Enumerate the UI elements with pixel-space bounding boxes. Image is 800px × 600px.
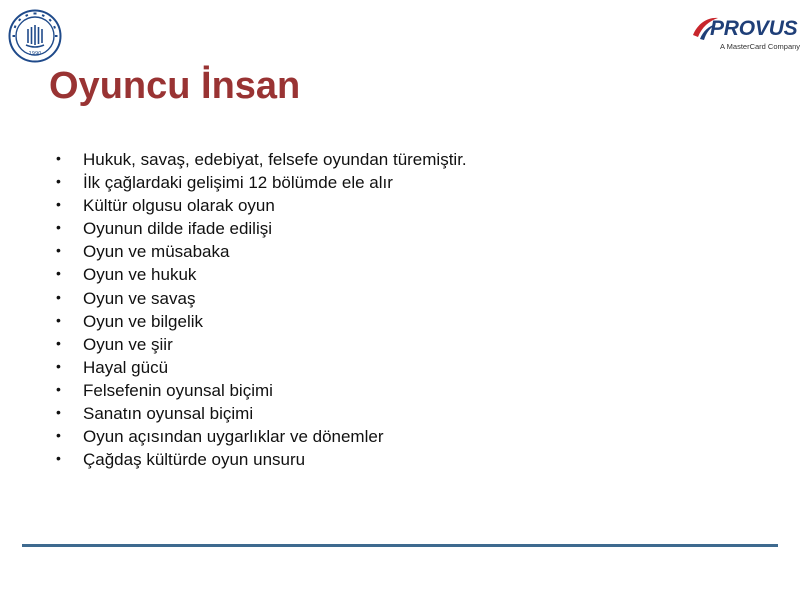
bullet-dot-icon: •: [56, 265, 61, 282]
provus-tagline: A MasterCard Company: [720, 42, 800, 51]
bullet-text: Hayal gücü: [83, 357, 169, 377]
bullet-text: Oyun ve şiir: [83, 334, 173, 354]
bullet-text: Sanatın oyunsal biçimi: [83, 404, 254, 424]
bullet-item: [54, 194, 467, 217]
svg-text:1990: 1990: [28, 51, 42, 57]
provus-wordmark: PROVUS: [710, 17, 798, 40]
bullet-dot-icon: •: [56, 334, 61, 351]
bullet-dot-icon: •: [56, 173, 61, 190]
provus-logo: [690, 11, 800, 55]
bullet-dot-icon: •: [56, 450, 61, 467]
bullet-dot-icon: •: [56, 380, 61, 397]
bullet-item: [54, 171, 467, 194]
bullet-text: Oyun açısından uygarlıklar ve dönemler: [83, 427, 384, 447]
bullet-dot-icon: •: [56, 427, 61, 444]
bullet-text: Hukuk, savaş, edebiyat, felsefe oyundan türemiştir.: [83, 150, 467, 169]
footer-divider: [22, 544, 778, 547]
bullet-text: Çağdaş kültürde oyun unsuru: [83, 450, 306, 470]
bullet-text: Oyun ve hukuk: [83, 265, 197, 285]
bullet-dot-icon: •: [56, 242, 61, 259]
university-seal-graphic: [8, 9, 62, 63]
bullet-text: Oyun ve müsabaka: [83, 242, 230, 262]
bullet-dot-icon: •: [56, 404, 61, 421]
bullet-item: [54, 448, 467, 471]
bullet-dot-icon: •: [56, 311, 61, 328]
bullet-text: Felsefenin oyunsal biçimi: [83, 380, 273, 400]
bullet-item: [54, 240, 467, 263]
bullet-dot-icon: •: [56, 196, 61, 213]
bullet-item: [54, 356, 467, 379]
bullet-text: Kültür olgusu olarak oyun: [83, 196, 275, 216]
bullet-dot-icon: •: [56, 357, 61, 374]
university-seal-logo: [8, 9, 62, 63]
bullet-item: [54, 379, 467, 402]
bullet-dot-icon: •: [56, 150, 61, 166]
bullet-text: İlk çağlardaki gelişimi 12 bölümde ele alır: [83, 173, 393, 193]
bullet-list: [54, 148, 467, 471]
bullet-text: Oyun ve savaş: [83, 288, 196, 308]
bullet-item: [54, 310, 467, 333]
bullet-dot-icon: •: [56, 219, 61, 236]
bullet-item: [54, 148, 467, 171]
bullet-item: [54, 263, 467, 286]
bullet-item: [54, 333, 467, 356]
bullet-item: [54, 217, 467, 240]
bullet-dot-icon: •: [56, 288, 61, 305]
bullet-item: [54, 402, 467, 425]
bullet-text: Oyun ve bilgelik: [83, 311, 204, 331]
bullet-text: Oyunun dilde ifade edilişi: [83, 219, 273, 239]
bullet-item: [54, 287, 467, 310]
bullet-item: [54, 425, 467, 448]
slide-title: Oyuncu İnsan: [49, 65, 301, 107]
